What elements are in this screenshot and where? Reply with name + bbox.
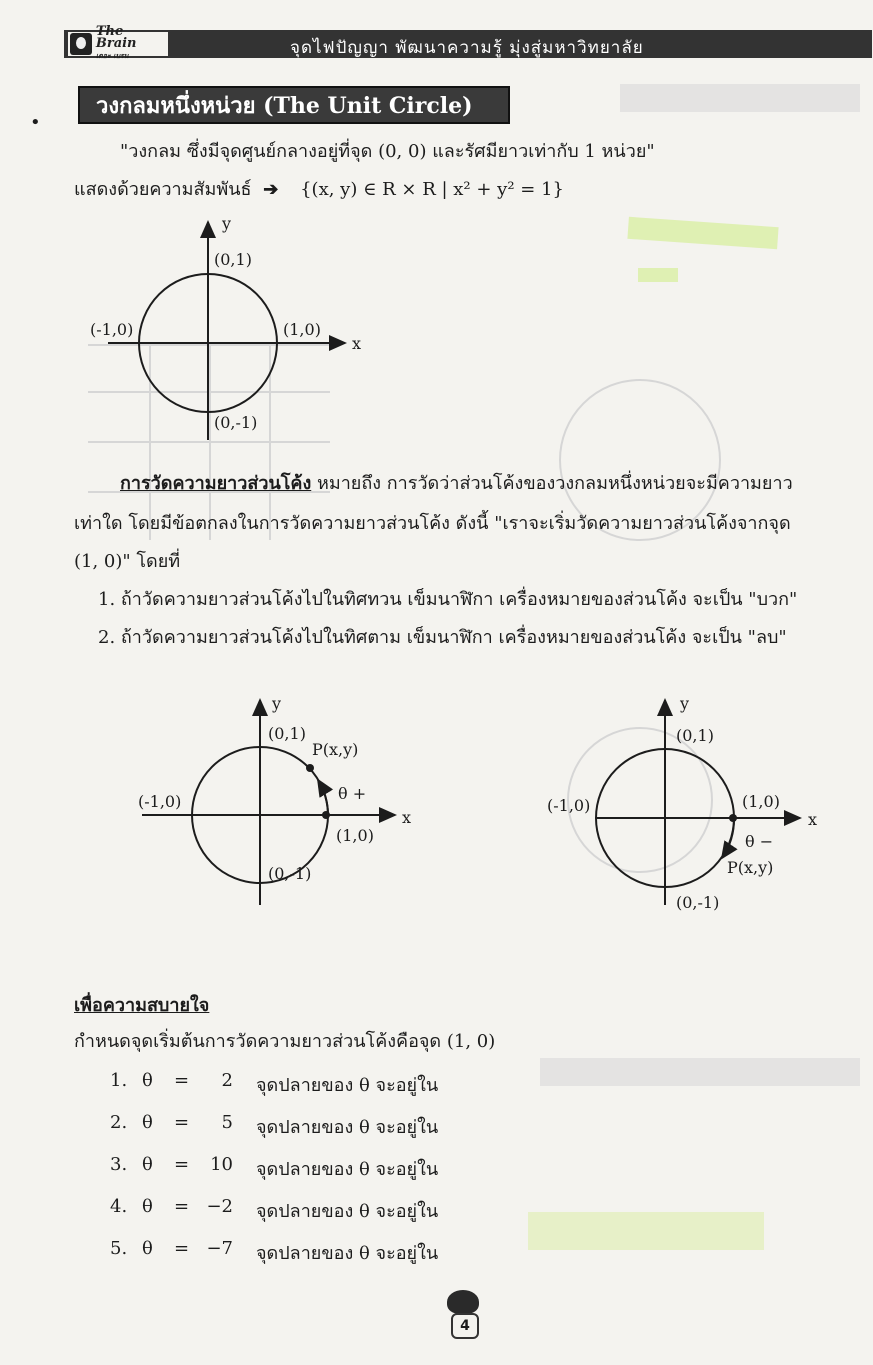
d2-y-label: y — [272, 694, 282, 713]
convenience-heading: เพื่อความสบายใจ — [74, 995, 210, 1016]
d1-label-right: (1,0) — [283, 320, 321, 339]
mascot-icon — [447, 1290, 479, 1314]
d3-point-label: P(x,y) — [727, 858, 774, 877]
exercise-equals: = — [174, 1196, 190, 1217]
exercise-theta: θ — [142, 1070, 153, 1091]
arc-length-line-2: เท่าใด โดยมีข้อตกลงในการวัดความยาวส่วนโค้ง ดังนี้ "เราจะเริ่มวัดความยาวส่วนโค้งจากจุด — [74, 513, 791, 534]
d1-y-label: y — [222, 214, 232, 233]
exercise-number: 1. — [110, 1070, 128, 1091]
d1-label-left: (-1,0) — [90, 320, 134, 339]
logo-subtitle: เดอะ เบรน — [95, 51, 129, 60]
exercise-theta: θ — [142, 1112, 153, 1133]
d1-label-top: (0,1) — [214, 250, 252, 269]
d2-theta-label: θ + — [338, 784, 367, 803]
d3-y-label: y — [680, 694, 690, 713]
header-slogan: จุดไฟปัญญา พัฒนาความรู้ มุ่งสู่มหาวิทยาลัย — [290, 38, 644, 58]
exercise-number: 2. — [110, 1112, 128, 1133]
definition-line-1: "วงกลม ซึ่งมีจุดศูนย์กลางอยู่ที่จุด (0, 0) และรัศมียาวเท่ากับ 1 หน่วย" — [120, 141, 655, 162]
exercise-value: 2 — [221, 1070, 233, 1091]
d2-label-left: (-1,0) — [138, 792, 182, 811]
exercise-text: จุดปลายของ θ จะอยู่ใน — [256, 1201, 439, 1222]
exercise-theta: θ — [142, 1238, 153, 1259]
d3-label-left: (-1,0) — [547, 796, 591, 815]
rule-positive: 1. ถ้าวัดความยาวส่วนโค้งไปในทิศทวน เข็มนาฬิกา เครื่องหมายของส่วนโค้ง จะเป็น "บวก" — [98, 589, 798, 610]
d3-label-bottom: (0,-1) — [676, 893, 720, 912]
exercise-equals: = — [174, 1238, 190, 1259]
d1-x-label: x — [352, 334, 362, 353]
exercise-value: 5 — [221, 1112, 233, 1133]
d3-theta-label: θ − — [745, 832, 774, 851]
exercise-value: −7 — [206, 1238, 233, 1259]
exercise-value: 10 — [210, 1154, 233, 1175]
d3-label-right: (1,0) — [742, 792, 780, 811]
exercise-theta: θ — [142, 1154, 153, 1175]
logo-title: The Brain — [95, 24, 137, 51]
exercise-text: จุดปลายของ θ จะอยู่ใน — [256, 1243, 439, 1264]
definition-prefix: แสดงด้วยความสัมพันธ์ — [74, 179, 252, 200]
exercise-value: −2 — [206, 1196, 233, 1217]
exercise-number: 5. — [110, 1238, 128, 1259]
d1-label-bottom: (0,-1) — [214, 413, 258, 432]
arc-length-line-3: (1, 0)" โดยที่ — [74, 551, 181, 572]
exercise-text: จุดปลายของ θ จะอยู่ใน — [256, 1117, 439, 1138]
exercise-number: 3. — [110, 1154, 128, 1175]
exercise-theta: θ — [142, 1196, 153, 1217]
arrow-icon: ➔ — [263, 179, 279, 200]
d2-x-label: x — [402, 808, 412, 827]
d3-x-label: x — [808, 810, 818, 829]
arc-length-term: การวัดความยาวส่วนโค้ง — [120, 473, 312, 494]
set-notation: {(x, y) ∈ R × R | x² + y² = 1} — [300, 179, 564, 200]
exercise-text: จุดปลายของ θ จะอยู่ใน — [256, 1075, 439, 1096]
page-number: 4 — [451, 1313, 479, 1339]
bullet-dot: • — [30, 112, 41, 133]
convenience-intro: กำหนดจุดเริ่มต้นการวัดความยาวส่วนโค้งคือจุด (1, 0) — [74, 1031, 496, 1052]
rule-negative: 2. ถ้าวัดความยาวส่วนโค้งไปในทิศตาม เข็มนาฬิกา เครื่องหมายของส่วนโค้ง จะเป็น "ลบ" — [98, 627, 787, 648]
exercise-equals: = — [174, 1154, 190, 1175]
exercise-number: 4. — [110, 1196, 128, 1217]
arc-length-line-1: การวัดความยาวส่วนโค้ง หมายถึง การวัดว่าส่วนโค้งของวงกลมหนึ่งหน่วยจะมีความยาว — [120, 473, 793, 494]
d2-point-label: P(x,y) — [312, 740, 359, 759]
exercise-text: จุดปลายของ θ จะอยู่ใน — [256, 1159, 439, 1180]
d2-label-bottom: (0,-1) — [268, 864, 312, 883]
exercise-equals: = — [174, 1070, 190, 1091]
section-title: วงกลมหนึ่งหน่วย (The Unit Circle) — [78, 86, 510, 124]
exercise-equals: = — [174, 1112, 190, 1133]
d3-label-top: (0,1) — [676, 726, 714, 745]
d2-label-right: (1,0) — [336, 826, 374, 845]
d2-label-top: (0,1) — [268, 724, 306, 743]
